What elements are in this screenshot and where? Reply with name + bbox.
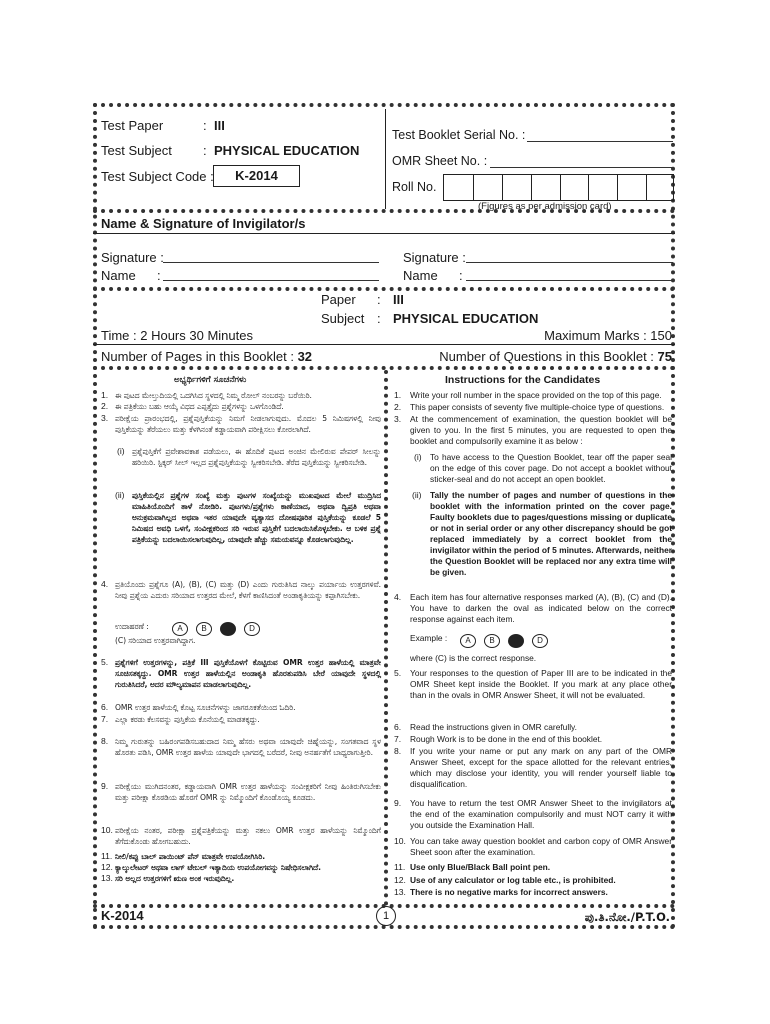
test-paper-colon: :	[203, 118, 207, 133]
omr-sheet-label: OMR Sheet No. :	[392, 154, 488, 168]
instruction-text: At the commencement of examination, the question booklet will be given to you. In the first 5 minutes, you are requested to open the booklet and compulsorily examine it as below :	[410, 414, 672, 447]
item-number: 11.	[394, 862, 406, 872]
item-number: (ii)	[412, 490, 422, 500]
item-number: 7.	[101, 714, 109, 724]
instruction-text: OMR ಉತ್ತರ ಹಾಳೆಯಲ್ಲಿ ಕೊಟ್ಟ ಸೂಚನೆಗಳನ್ನು ಜಾಗರೂಕತೆಯಿಂದ ಓದಿರಿ.	[115, 703, 296, 712]
test-paper-label: Test Paper	[101, 118, 164, 133]
english-heading: Instructions for the Candidates	[445, 374, 601, 386]
instruction-text: ಸರಿ ಅಲ್ಲದ ಉತ್ತರಗಳಿಗೆ ಋಣ ಅಂಕ ಇರುವುದಿಲ್ಲ.	[115, 874, 235, 883]
name-label-1: Name	[101, 268, 136, 283]
instruction-text: This paper consists of seventy five multiple-choice type of questions.	[410, 402, 665, 412]
oval-c: C	[508, 634, 524, 648]
item-number: 10.	[394, 836, 406, 846]
rule	[93, 344, 675, 345]
item-number: 13.	[394, 887, 406, 897]
separator	[93, 209, 675, 213]
instruction-text: If you write your name or put any mark on any part of the OMR Answer Sheet, except for the space allotted for the relevant entries, which may disclose your identity, you will render yourself liable to disqualification.	[410, 746, 672, 790]
pto: ಪು.ತಿ.ನೋ./P.T.O.	[584, 910, 670, 924]
item-number: 10.	[101, 825, 113, 835]
item-number: (i)	[414, 452, 422, 462]
subject-label: Subject	[321, 311, 365, 326]
oval-c: C	[220, 622, 236, 636]
instruction-text: You can take away question booklet and carbon copy of OMR Answer Sheet soon after the examination.	[410, 836, 672, 858]
item-number: 3.	[394, 414, 402, 424]
instruction-text: There is no negative marks for incorrect answers.	[410, 887, 608, 897]
instruction-text: To have access to the Question Booklet, tear off the paper seal on the edge of this cover page. Do not accept a booklet without sticker-seal and do not accept an open booklet.	[430, 452, 672, 485]
instruction-text: Each item has four alternative responses marked (A), (B), (C) and (D). You have to darken the oval as indicated below on the correct response against each item.	[410, 592, 672, 625]
pages-label: Number of Pages in this Booklet :	[101, 349, 294, 364]
example-ovals	[456, 632, 552, 650]
booklet-serial-field[interactable]	[527, 141, 673, 142]
header-divider	[385, 109, 386, 209]
instruction-text: ನಿಮ್ಮ ಗುರುತನ್ನು ಬಹಿರಂಗಪಡಿಸಬಹುದಾದ ನಿಮ್ಮ ಹೆಸರು ಅಥವಾ ಯಾವುದೇ ಚಿಹ್ನೆಯನ್ನು, ಸಂಗತವಾದ ಸ್ಥಳ ಹೊರತು ಪಡಿಸಿ, OMR ಉತ್ತರ ಹಾಳೆಯ ಯಾವುದೇ ಭಾಗದಲ್ಲಿ ಬರೆದರೆ, ನೀವು ಅನರ್ಹತೆಗೆ ಬಾಧ್ಯರಾಗುತ್ತೀರಿ.	[115, 737, 381, 758]
subject-value: PHYSICAL EDUCATION	[393, 311, 539, 326]
name-label-2: Name	[403, 268, 438, 283]
page-number: 1	[376, 906, 396, 926]
signature-label-1: Signature :	[101, 250, 164, 265]
item-number: 7.	[394, 734, 402, 744]
item-number: 13.	[101, 873, 113, 883]
instruction-text: ಕ್ಯಾಲ್ಕುಲೇಟರ್ ಅಥವಾ ಲಾಗ್ ಟೇಬಲ್ ಇತ್ಯಾದಿಯ ಉಪಯೋಗವನ್ನು ನಿಷೇಧಿಸಲಾಗಿದೆ.	[115, 863, 321, 872]
instruction-text: ಪರೀಕ್ಷೆಯ ನಂತರ, ಪರೀಕ್ಷಾ ಪ್ರಶ್ನೆಪತ್ರಿಕೆಯನ್ನು ಮತ್ತು ನಕಲು OMR ಉತ್ತರ ಹಾಳೆಯನ್ನು ನಿಮ್ಮೊಂದಿಗೆ ತೆಗೆದುಕೊಂಡು ಹೋಗಬಹುದು.	[115, 826, 381, 847]
booklet-serial-label: Test Booklet Serial No. :	[392, 128, 526, 142]
questions-value: 75	[657, 349, 672, 364]
questions-count	[439, 349, 672, 364]
time-text: Time : 2 Hours 30 Minutes	[101, 328, 253, 343]
instruction-text: ಈ ಪತ್ರಿಕೆಯು ಬಹು ಆಯ್ಕೆ ವಿಧದ ಎಪ್ಪತ್ತೈದು ಪ್ರಶ್ನೆಗಳನ್ನು ಒಳಗೊಂಡಿದೆ.	[115, 402, 284, 411]
item-number: 3.	[101, 413, 109, 423]
item-number: 11.	[101, 851, 113, 861]
footer-code: K-2014	[101, 908, 144, 923]
item-number: 2.	[394, 402, 402, 412]
oval-b: B	[484, 634, 500, 648]
instruction-text: ಪ್ರತಿಯೊಂದು ಪ್ರಶ್ನೆಗೂ (A), (B), (C) ಮತ್ತು (D) ಎಂದು ಗುರುತಿಸಿದ ನಾಲ್ಕು ಪರ್ಯಾಯ ಉತ್ತರಗಳಿವೆ. ನೀವು ಪ್ರಶ್ನೆಯ ಎದುರು ಸರಿಯಾದ ಉತ್ತರದ ಮೇಲೆ, ಕೆಳಗೆ ಕಾಣಿಸಿದಂತೆ ಅಂಡಾಕೃತಿಯನ್ನು ಕಪ್ಪಾಗಿಸಬೇಕು.	[115, 580, 381, 601]
instruction-text: Use only Blue/Black Ball point pen.	[410, 862, 551, 872]
item-number: 8.	[101, 736, 109, 746]
test-subject-colon: :	[203, 143, 207, 158]
roll-no-grid[interactable]	[443, 174, 674, 201]
item-number: 2.	[101, 401, 109, 411]
instruction-text: ಉದಾಹರಣೆ :	[115, 622, 149, 631]
test-subject-code-value: K-2014	[235, 168, 278, 183]
paper-colon: :	[377, 292, 381, 307]
oval-d: D	[532, 634, 548, 648]
subject-code-box	[213, 165, 300, 187]
instruction-text: ನೀಲಿ/ಕಪ್ಪು ಬಾಲ್ ಪಾಯಿಂಟ್ ಪೆನ್ ಮಾತ್ರವೇ ಉಪಯೋಗಿಸಿರಿ.	[115, 852, 266, 861]
test-subject-code-label: Test Subject Code :	[101, 169, 214, 184]
oval-d: D	[244, 622, 260, 636]
kannada-heading: ಅಭ್ಯರ್ಥಿಗಳಿಗೆ ಸೂಚನೆಗಳು	[174, 375, 247, 385]
roll-no-note: (Figures as per admission card)	[478, 201, 612, 212]
name-field-1[interactable]	[163, 280, 379, 281]
instruction-text: ಪ್ರಶ್ನೆಪುಸ್ತಿಕೆಗೆ ಪ್ರವೇಶಾವಕಾಶ ಪಡೆಯಲು, ಈ ಹೊದಿಕೆ ಪುಟದ ಅಂಚಿನ ಮೇಲಿರುವ ಪೇಪರ್ ಸೀಲನ್ನು ಹರಿಯಿರಿ. ಸ್ಟಿಕ್ಕರ್ ಸೀಲ್ ಇಲ್ಲದ ಪ್ರಶ್ನೆಪುಸ್ತಿಕೆಯನ್ನು ಸ್ವೀಕರಿಸಬೇಡಿ. ತೆರೆದ ಪುಸ್ತಿಕೆಯನ್ನು ಸ್ವೀಕರಿಸಬೇಡಿ.	[132, 447, 381, 468]
instruction-text: You have to return the test OMR Answer Sheet to the invigilators at the end of the examination compulsorily and must NOT carry it with you outside the Examination Hall.	[410, 798, 672, 831]
test-subject-label: Test Subject	[101, 143, 172, 158]
instruction-text: Tally the number of pages and number of questions in the booklet with the information printed on the cover page. Faulty booklets due to pages/questions missing or duplicate or not in serial order or any other discrepancy should be got replaced immediately by a correct booklet from the invigilator within the period of 5 minutes. Afterwards, neither the Question Booklet will be replaced nor any extra time will be given.	[430, 490, 672, 578]
instruction-text: Use of any calculator or log table etc., is prohibited.	[410, 875, 616, 885]
instruction-text: ಪರೀಕ್ಷೆಯು ಮುಗಿದನಂತರ, ಕಡ್ಡಾಯವಾಗಿ OMR ಉತ್ತರ ಹಾಳೆಯನ್ನು ಸಂವೀಕ್ಷಕರಿಗೆ ನೀವು ಹಿಂತಿರುಗಿಸಬೇಕು ಮತ್ತು ಪರೀಕ್ಷಾ ಕೊಠಡಿಯ ಹೊರಗೆ OMR ನ್ನು ನಿಮ್ಮೊಂದಿಗೆ ಕೊಂಡೊಯ್ಯ ಕೂಡದು.	[115, 782, 381, 803]
test-paper-value: III	[214, 118, 225, 133]
max-marks-text: Maximum Marks : 150	[544, 328, 672, 343]
instruction-text: Read the instructions given in OMR carefully.	[410, 722, 577, 732]
item-number: 5.	[101, 657, 109, 667]
roll-no-label: Roll No.	[392, 180, 437, 194]
oval-a: A	[172, 622, 188, 636]
oval-a: A	[460, 634, 476, 648]
item-number: 1.	[101, 390, 109, 400]
item-number: 12.	[101, 862, 113, 872]
item-number: 6.	[101, 702, 109, 712]
invigilator-heading: Name & Signature of Invigilator/s	[101, 216, 306, 231]
instruction-text: Write your roll number in the space provided on the top of this page.	[410, 390, 662, 400]
name-colon-1: :	[157, 268, 161, 283]
pages-count	[101, 349, 312, 364]
instruction-text: Your responses to the question of Paper III are to be indicated in the OMR Sheet kept inside the Booklet. If you mark at any place other than in the ovals in OMR Answer Sheet, it will not be evaluated.	[410, 668, 672, 701]
column-divider	[384, 370, 388, 906]
signature-field-1[interactable]	[163, 262, 379, 263]
instruction-text: ಈ ಪುಟದ ಮೇಲ್ತುದಿಯಲ್ಲಿ ಒದಗಿಸಿದ ಸ್ಥಳದಲ್ಲಿ ನಿಮ್ಮ ರೋಲ್ ನಂಬರನ್ನು ಬರೆಯಿರಿ.	[115, 391, 312, 400]
instruction-text: ಪರೀಕ್ಷೆಯ ಪ್ರಾರಂಭದಲ್ಲಿ, ಪ್ರಶ್ನೆಪುಸ್ತಿಕೆಯನ್ನು ನಿಮಗೆ ನೀಡಲಾಗುವುದು. ಮೊದಲ 5 ನಿಮಿಷಗಳಲ್ಲಿ ನೀವು ಪುಸ್ತಿಕೆಯನ್ನು ತೆರೆಯಲು ಮತ್ತು ಕೆಳಗಿನಂತೆ ಕಡ್ಡಾಯವಾಗಿ ಪರೀಕ್ಷಿಸಲು ಕೋರಲಾಗಿದೆ.	[115, 414, 381, 435]
instruction-text: (C) ಸರಿಯಾದ ಉತ್ತರವಾಗಿದ್ದಾಗ.	[115, 636, 196, 645]
item-number: 8.	[394, 746, 402, 756]
instruction-text: where (C) is the correct response.	[410, 653, 537, 663]
paper-label: Paper	[321, 292, 356, 307]
instruction-text: Rough Work is to be done in the end of this booklet.	[410, 734, 603, 744]
separator	[93, 287, 675, 291]
item-number: 5.	[394, 668, 402, 678]
item-number: 9.	[101, 781, 109, 791]
test-subject-value: PHYSICAL EDUCATION	[214, 143, 360, 158]
item-number: 4.	[101, 579, 109, 589]
subject-colon: :	[377, 311, 381, 326]
item-number: (ii)	[115, 490, 125, 500]
omr-sheet-field[interactable]	[490, 167, 673, 168]
instruction-text: ಪ್ರಶ್ನೆಗಳಿಗೆ ಉತ್ತರಗಳನ್ನು, ಪತ್ರಿಕೆ III ಪುಸ್ತಿಕೆಯೊಳಗೆ ಕೊಟ್ಟಿರುವ OMR ಉತ್ತರ ಹಾಳೆಯಲ್ಲಿ ಮಾತ್ರವೇ ಸೂಚಿಸತಕ್ಕದ್ದು. OMR ಉತ್ತರ ಹಾಳೆಯಲ್ಲಿನ ಅಂಡಾಕೃತಿ ಹೊರತುಪಡಿಸಿ ಬೇರೆ ಯಾವುದೇ ಸ್ಥಳದಲ್ಲಿ ಗುರುತಿಸಿದರೆ, ಅದರ ಮೌಲ್ಯಮಾಪನ ಮಾಡಲಾಗುವುದಿಲ್ಲ.	[115, 658, 381, 690]
item-number: 12.	[394, 875, 406, 885]
instruction-text: ಎಲ್ಲಾ ಕರಡು ಕೆಲಸವನ್ನು ಪುಸ್ತಿಕೆಯ ಕೊನೆಯಲ್ಲಿ ಮಾಡತಕ್ಕದ್ದು.	[115, 715, 260, 724]
questions-label: Number of Questions in this Booklet :	[439, 349, 654, 364]
signature-field-2[interactable]	[466, 262, 673, 263]
item-number: 4.	[394, 592, 402, 602]
item-number: 9.	[394, 798, 402, 808]
signature-label-2: Signature :	[403, 250, 466, 265]
name-colon-2: :	[459, 268, 463, 283]
instruction-text: Example :	[410, 633, 448, 643]
invigilator-rule	[93, 233, 675, 234]
item-number: 1.	[394, 390, 402, 400]
instruction-text: ಪುಸ್ತಿಕೆಯಲ್ಲಿನ ಪ್ರಶ್ನೆಗಳ ಸಂಖ್ಯೆ ಮತ್ತು ಪುಟಗಳ ಸಂಖ್ಯೆಯನ್ನು ಮುಖಪುಟದ ಮೇಲೆ ಮುದ್ರಿಸಿದ ಮಾಹಿತಿಯೊಂದಿಗೆ ತಾಳೆ ನೋಡಿರಿ. ಪುಟಗಳು/ಪ್ರಶ್ನೆಗಳು ಕಾಣೆಯಾದ, ಅಥವಾ ದ್ವಿಪ್ರತಿ ಅಥವಾ ಅನುಕ್ರಮವಾಗಿಲ್ಲದ ಅಥವಾ ಇತರ ಯಾವುದೇ ವ್ಯತ್ಯಾಸದ ದೋಷಪೂರಿತ ಪುಸ್ತಿಕೆಯನ್ನು ಕೂಡಲೆ 5 ನಿಮಿಷದ ಅವಧಿ ಒಳಗೆ, ಸಂವೀಕ್ಷಕರಿಂದ ಸರಿ ಇರುವ ಪುಸ್ತಿಕೆಗೆ ಬದಲಾಯಿಸಿಕೊಳ್ಳಬೇಕು. ಆ ಬಳಿಕ ಪ್ರಶ್ನೆ ಪತ್ರಿಕೆಯನ್ನು ಬದಲಾಯಿಸಲಾಗುವುದಿಲ್ಲ, ಯಾವುದೇ ಹೆಚ್ಚು ಸಮಯವನ್ನೂ ಕೊಡಲಾಗುವುದಿಲ್ಲ.	[132, 491, 381, 545]
oval-b: B	[196, 622, 212, 636]
item-number: (i)	[117, 446, 125, 456]
paper-value: III	[393, 292, 404, 307]
item-number: 6.	[394, 722, 402, 732]
pages-value: 32	[297, 349, 313, 364]
name-field-2[interactable]	[466, 280, 673, 281]
